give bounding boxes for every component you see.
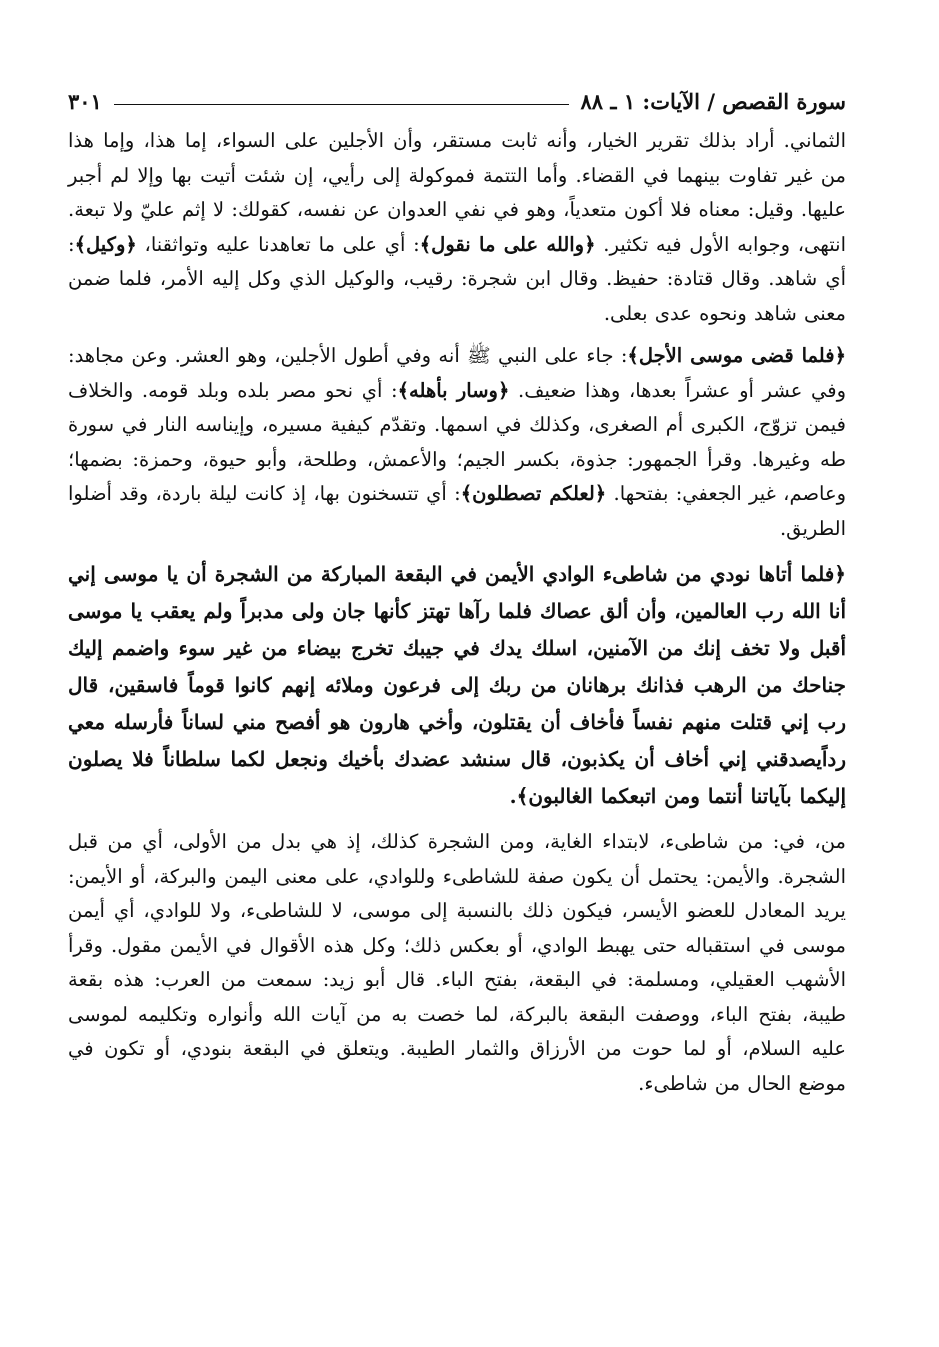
text-span: : أي نحو مصر بلده وبلد قومه. والخلاف فيمن تزوّج، الكبرى أم الصغرى، وكذلك في اسمها. وتقدّم كيفية مسيره، وإيناسه النار في سورة طه وغيرها. وقرأ الجمهور: جذوة، بكسر الجيم؛ والأعمش، وطلحة، وأبو حيوة، وحمزة: بضمها؛ وعاصم، غير الجعفي: بفتحها. (68, 378, 847, 505)
book-page (68, 74, 846, 1101)
text-span: : أي على ما تعاهدنا عليه وتواثقنا، (136, 232, 420, 256)
paragraph-2 (68, 339, 846, 546)
page-number: ٣٠١ (68, 89, 102, 114)
text-span: : جاء على النبي ﷺ أنه وفي أطول الأجلين، وهو العشر. وعن مجاهد: وفي عشر أو عشراً بعدها، وهذا ضعيف. (68, 344, 846, 402)
text-span: الثماني. أراد بذلك تقرير الخيار، وأنه ثابت مستقر، وأن الأجلين على السواء، إما هذا، وإما هذا من غير تفاوت بينهما في القضاء. وأما التتمة فموكولة إلى رأيي، إن شئت أتيت بها وإلا لم أجبر عليها. وقيل: معناه فلا أكون متعدياً، وهو في نفي العدوان عن نفسه، كقولك: لا إثم عليّ ولا تبعة. انتهى، وجوابه الأول فيه تكثير. (68, 129, 847, 256)
quran-verses: ﴿فلما أتاها نودي من شاطىء الوادي الأيمن في البقعة المباركة من الشجرة أن يا موسى إني أنا الله رب العالمين، وأن ألق عصاك فلما رآها تهتز كأنها جان ولى مدبراً ولم يعقب يا موسى أقبل ولا تخف إنك من الآمنين، اسلك يدك في جيبك تخرج بيضاء من غير سوء واضمم إليك جناحك من الرهب فذانك برهانان من ربك إلى فرعون وملائه إنهم كانوا قوماً فاسقين، قال رب إني قتلت منهم نفساً فأخاف أن يقتلون، وأخي هارون هو أفصح مني لساناً فأرسله معي رداًيصدقني إني أخاف أن يكذبون، قال سنشد عضدك بأخيك ونجعل لكما سلطاناً فلا يصلون إليكما بآياتنا أنتما ومن اتبعكما الغالبون﴾. (68, 562, 847, 808)
text-span: : أي تتسخنون بها، إذ كانت ليلة باردة، وقد أضلوا الطريق. (68, 482, 846, 540)
quran-quote: ﴿وسار بأهله﴾ (397, 378, 510, 402)
body-text (68, 124, 846, 1101)
running-header (68, 74, 846, 114)
quran-verse-block (68, 556, 846, 815)
header-rule (114, 104, 569, 105)
paragraph-1 (68, 124, 846, 331)
surah-title: سورة القصص / الآيات: ١ ـ ٨٨ (580, 89, 846, 114)
text-span: : أي شاهد. وقال قتادة: حفيظ. وقال ابن شجرة: رقيب، والوكيل الذي وكل إليه الأمر، فلما ضمن معنى شاهد ونحوه عدى بعلى. (68, 232, 846, 325)
text-span: من، في: من شاطىء، لابتداء الغاية، ومن الشجرة كذلك، إذ هي بدل من الأولى، أي من قبل الشجرة. والأيمن: يحتمل أن يكون صفة للشاطىء وللوادي، على معنى اليمن والبركة، أو الأيمن: يريد المعادل للعضو الأيسر، فيكون ذلك بالنسبة إلى موسى، لا للشاطىء، ولا للوادي، أي أيمن موسى في استقباله حتى يهبط الوادي، أو بعكس ذلك؛ وكل هذه الأقوال في الأيمن مقول. وقرأ الأشهب العقيلي، ومسلمة: في البقعة، بفتح الباء. قال أبو زيد: سمعت من العرب: هذه بقعة طيبة، بفتح الباء، ووصفت البقعة بالبركة، لما خصت به من آيات الله وأنواره وتكليمه لموسى عليه السلام، أو لما حوت من الأرزاق والثمار الطيبة. ويتعلق في البقعة بنودي، أو تكون في موضع الحال من شاطىء. (68, 830, 846, 1095)
quran-quote: ﴿فلما قضى موسى الأجل﴾ (627, 344, 846, 367)
paragraph-4 (68, 825, 846, 1101)
quran-quote: ﴿وكيل﴾ (74, 232, 137, 256)
quran-quote: ﴿والله على ما نقول﴾ (419, 232, 596, 256)
quran-quote: ﴿لعلكم تصطلون﴾ (460, 482, 607, 505)
